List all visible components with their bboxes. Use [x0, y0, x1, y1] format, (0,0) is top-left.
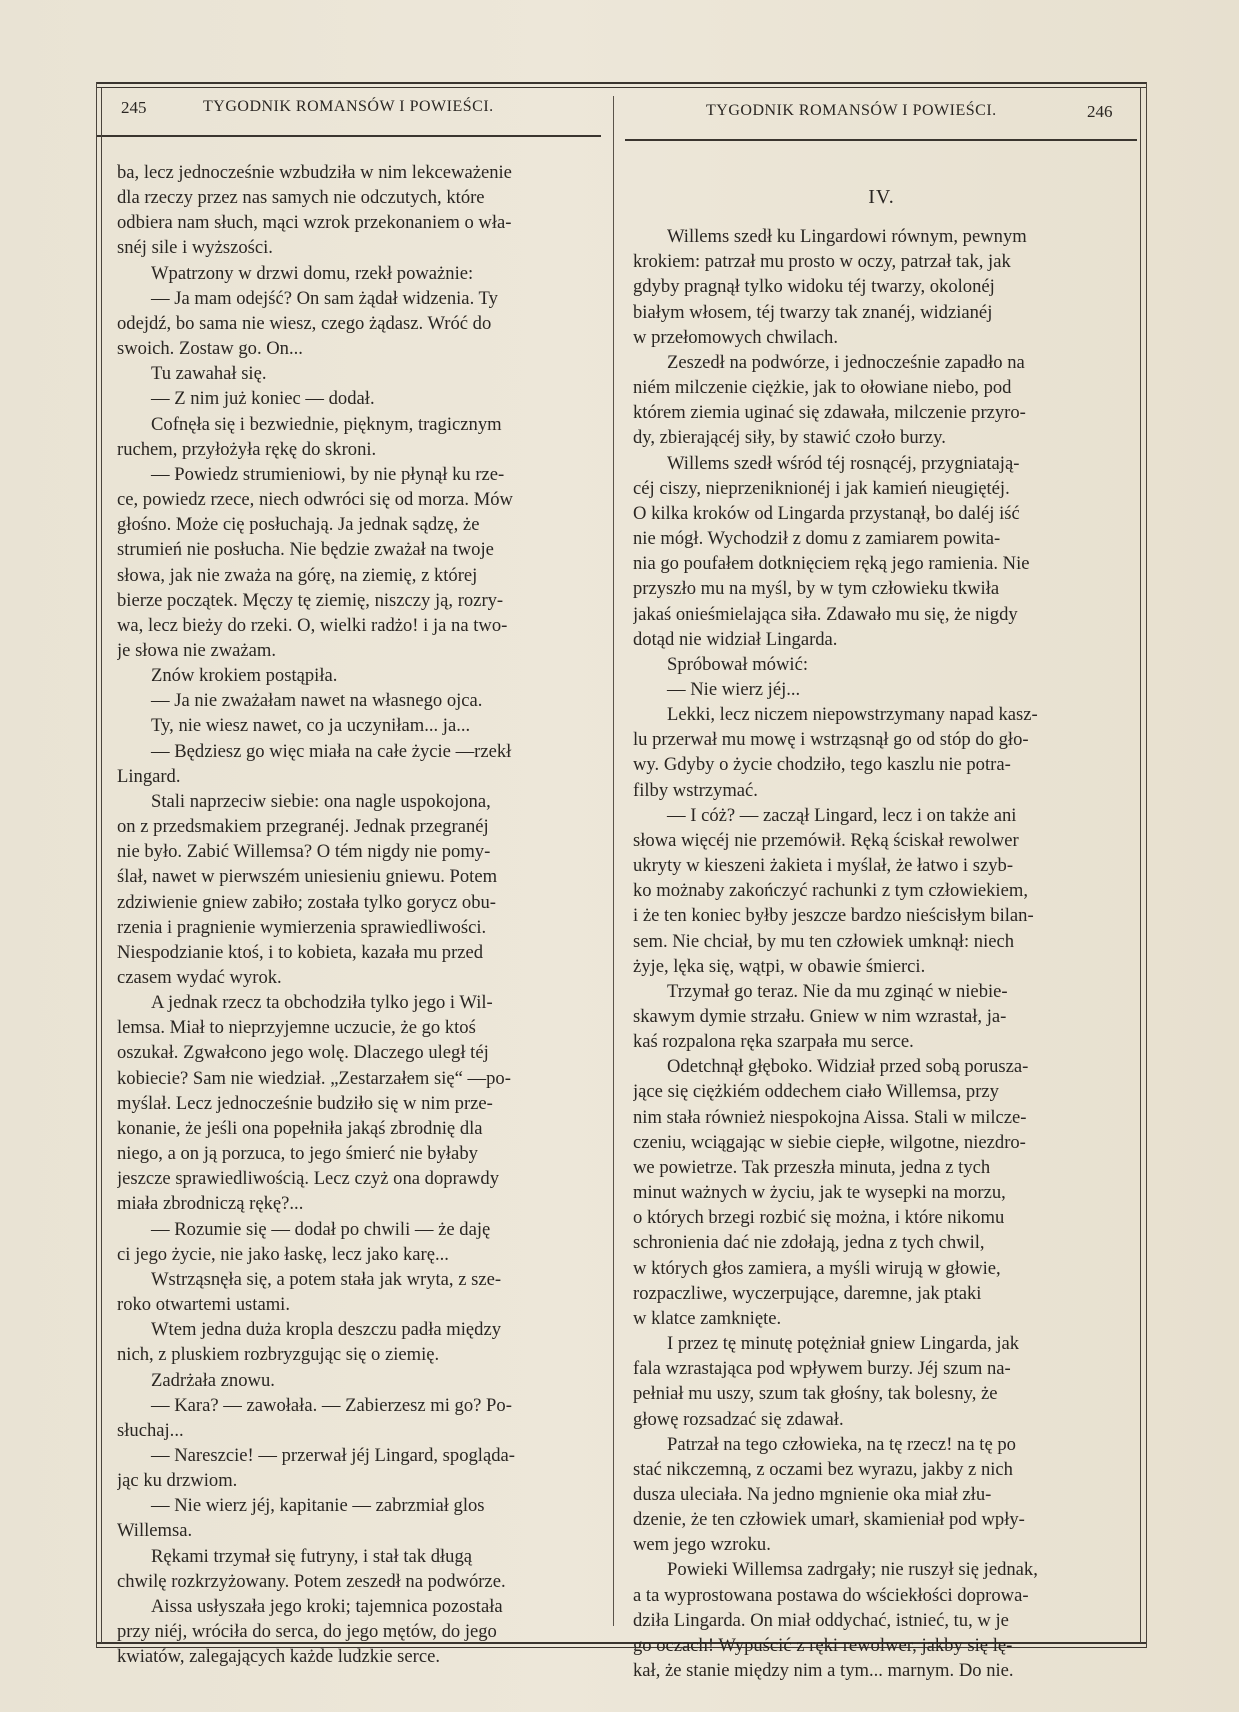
text-line: Ty, nie wiesz nawet, co ja uczyniłam... ja... [151, 715, 471, 737]
text-line: Patrzał na tego człowieka, na tę rzecz! na tę po [667, 1433, 1016, 1455]
text-line: Wstrząsnęła się, a potem stała jak wryta, z sze- [151, 1268, 502, 1290]
text-line: niém milczenie ciężkie, jak to ołowiane niebo, pod [633, 377, 1012, 399]
text-line: w których głos zamiera, a myśli wirują w głowie, [633, 1257, 1001, 1279]
text-line: którem ziemia uginać się zdawała, milczenie przyro- [633, 402, 1026, 424]
text-line: — Rozumie się — dodał po chwili — że daję [151, 1218, 491, 1240]
text-line: żyje, lęka się, wątpi, w obawie śmierci. [633, 955, 926, 977]
text-line: czeniu, wciągając w siebie ciepłe, wilgotne, niezdro- [633, 1131, 1026, 1153]
text-line: snéj sile i wyższości. [117, 237, 273, 259]
text-line: je słowa nie zważam. [117, 639, 277, 661]
text-line: fala wzrastająca pod wpływem burzy. Jéj szum na- [633, 1358, 1011, 1380]
text-line: dla rzeczy przez nas samych nie odczutych, które [117, 187, 485, 209]
left-running-title: TYGODNIK ROMANSÓW I POWIEŚCI. [203, 98, 494, 115]
text-line: kobiecie? Sam nie wiedział. „Zestarzałem się“ —po- [117, 1067, 511, 1089]
text-line: nie mógł. Wychodził z domu z zamiarem powita- [633, 528, 1001, 550]
text-line: w klatce zamknięte. [633, 1307, 782, 1329]
text-line: chwilę rozkrzyżowany. Potem zeszedł na podwórze. [117, 1570, 506, 1592]
text-line: Zeszedł na podwórze, i jednocześnie zapadło na [667, 351, 1025, 373]
text-line: lu przerwał mu mowę i wstrząsnął go od stóp do gło- [633, 729, 1029, 751]
text-line: o których brzegi rozbić się można, i które nikomu [633, 1207, 1005, 1229]
text-line: dziła Lingarda. On miał oddychać, istnieć, tu, w je [633, 1609, 1009, 1631]
text-line: stać nikczemną, z oczami bez wyrazu, jakby z nich [633, 1458, 1013, 1480]
text-line: dy, zbierającéj siły, by stawić czoło burzy. [633, 427, 946, 449]
text-line: on z przedsmakiem przegranéj. Jednak przegranéj [117, 816, 489, 838]
text-line: krokiem: patrzał mu prosto w oczy, patrzał tak, jak [633, 251, 1011, 273]
text-line: — Będziesz go więc miała na całe życie —rzekł [151, 740, 512, 762]
top-rule-outer [96, 82, 1146, 84]
text-line: odbiera nam słuch, mąci wzrok przekonaniem o wła- [117, 212, 512, 234]
text-line: Rękami trzymał się futryny, i stał tak długą [151, 1545, 473, 1567]
right-column [633, 185, 1130, 1683]
text-line: ce, powiedz rzece, niech odwróci się od morza. Mów [117, 489, 513, 511]
text-line: oszukał. Zgwałcono jego wolę. Dlaczego uległ téj [117, 1042, 489, 1064]
text-line: gdyby pragnął tylko widoku téj twarzy, okolonéj [633, 276, 995, 298]
text-line: filby wstrzymać. [633, 779, 758, 801]
text-line: dotąd nie widział Lingarda. [633, 628, 838, 650]
text-line: odejdź, bo sama nie wiesz, czego żądasz. Wróć do [117, 312, 492, 334]
text-line: czasem wydać wyrok. [117, 967, 282, 988]
text-line: ślał, nawet w pierwszém uniesieniu gniewu. Potem [117, 866, 498, 888]
text-line: — Z nim już koniec — dodał. [151, 388, 375, 410]
text-line: myślał. Lecz jednocześnie budziło się w nim prze- [117, 1092, 493, 1114]
frame-right-outer [1146, 82, 1147, 1648]
text-line: I przez tę minutę potężniał gniew Lingarda, jak [667, 1333, 1020, 1355]
text-line: Niespodzianie ktoś, i to kobieta, kazała mu przed [117, 941, 484, 963]
text-line: strumień nie posłucha. Nie będzie zważał na twoje [117, 539, 494, 561]
text-line: — Ja nie zważałam nawet na własnego ojca. [151, 690, 483, 712]
text-line: białym włosem, téj twarzy tak znanéj, widzianéj [633, 301, 993, 323]
text-line: jeszcze sprawiedliwością. Lecz czyż ona doprawdy [117, 1168, 500, 1190]
text-line: minut ważnych w życiu, jak te wysepki na morzu, [633, 1182, 1006, 1204]
text-line: dzenie, że ten człowiek umarł, skamieniał pod wpły- [633, 1509, 1025, 1531]
text-line: słowa więcéj nie przemówił. Ręką ściskał rewolwer [633, 829, 1019, 851]
text-line: Znów krokiem postąpiła. [151, 665, 338, 687]
text-line: bierze początek. Męczy tę ziemię, niszczy ją, rozry- [117, 589, 504, 611]
text-line: kał, że stanie między nim a tym... marnym. Do nie. [633, 1660, 1014, 1682]
text-line: jakaś onieśmielająca siła. Zdawało mu się, że nigdy [633, 603, 1018, 625]
text-line: nim stała również niespokojna Aissa. Stali w milcze- [633, 1106, 1027, 1128]
text-line: głowę rozsadzać się zdawał. [633, 1408, 844, 1430]
text-line: Odetchnął głęboko. Widział przed sobą porusza- [667, 1056, 1029, 1078]
text-line: kwiatów, zalegających każde ludzkie serce. [117, 1646, 440, 1668]
text-line: Tu zawahał się. [151, 363, 267, 385]
text-line: ci jego życie, nie jako łaskę, lecz jako karę... [117, 1243, 449, 1265]
text-line: konanie, że jeśli ona popełniła jakąś zbrodnię dla [117, 1117, 483, 1139]
text-line: ukryty w kieszeni żakieta i myślał, że łatwo i szyb- [633, 855, 1014, 877]
text-line: w przełomowych chwilach. [633, 326, 838, 348]
text-line: Spróbował mówić: [667, 653, 808, 675]
header-rule-left [96, 135, 601, 137]
text-line: schronienia dać nie zdołają, jedna z tych chwil, [633, 1232, 985, 1254]
text-line: ruchem, przyłożyła rękę do skroni. [117, 438, 377, 460]
text-line: swoich. Zostaw go. On... [117, 338, 303, 360]
column-divider [613, 96, 614, 1626]
text-line: skawym dymie strzału. Gniew w nim wzrastał, ja- [633, 1006, 1007, 1027]
left-page-number: 245 [121, 98, 147, 117]
text-line: a ta wyprostowana postawa do wściekłości doprowa- [633, 1584, 1029, 1606]
text-line: słuchaj... [117, 1419, 184, 1441]
text-line: ba, lecz jednocześnie wzbudziła w nim lekceważenie [117, 162, 512, 183]
text-line: wem jego wzroku. [633, 1534, 771, 1556]
text-line: słowa, jak nie zważa na górę, na ziemię, z której [117, 564, 478, 586]
text-line: przy niéj, wróciła do serca, do jego mętów, do jego [117, 1621, 497, 1643]
text-line: wy. Gdyby o życie chodziło, tego kaszlu nie potra- [633, 754, 1011, 776]
frame-left-inner [101, 88, 102, 1643]
text-line: Willems szedł wśród téj rosnącéj, przygniatają- [667, 452, 1020, 474]
text-line: pełniał mu uszy, szum tak głośny, tak bolesny, że [633, 1383, 998, 1405]
text-line: wa, lecz bieży do rzeki. O, wielki radżo! i ja na two- [117, 614, 508, 636]
text-line: A jednak rzecz ta obchodziła tylko jego i Wil- [151, 992, 493, 1014]
right-page-number: 246 [1087, 102, 1113, 121]
text-line: Cofnęła się i bezwiednie, pięknym, tragicznym [151, 413, 502, 435]
text-line: przyszło mu na myśl, by w tym człowieku tkwiła [633, 578, 1000, 600]
text-line: roko otwartemi ustami. [117, 1294, 290, 1316]
text-line: — Nie wierz jéj, kapitanie — zabrzmiał glos [151, 1495, 485, 1517]
text-line: dusza uleciała. Na jedno mgnienie oka miał złu- [633, 1483, 992, 1505]
right-running-title: TYGODNIK ROMANSÓW I POWIEŚCI. [706, 102, 997, 119]
frame-right-inner [1140, 88, 1141, 1643]
text-line: Zadrżała znowu. [151, 1369, 275, 1391]
text-line: nie było. Zabić Willemsa? O tém nigdy nie pomy- [117, 841, 491, 863]
text-line: nich, z pluskiem rozbryzgując się o ziemię. [117, 1344, 440, 1366]
chapter-heading: IV. [868, 186, 895, 208]
text-line: — Powiedz strumieniowi, by nie płynął ku rze- [151, 463, 505, 485]
top-rule-inner [96, 87, 1146, 88]
left-column [117, 160, 605, 1669]
text-line: we powietrze. Tak przeszła minuta, jedna z tych [633, 1156, 991, 1178]
text-line: nia go poufałem dotknięciem ręką jego ramienia. Nie [633, 553, 1030, 575]
text-line: kaś rozpalona ręka szarpała mu serce. [633, 1031, 914, 1053]
text-line: niego, a on ją porzuca, to jego śmierć nie byłaby [117, 1143, 478, 1165]
text-line: go oczach! Wypuścić z ręki rewolwer, jakby się lę- [633, 1634, 1013, 1656]
text-line: Trzymał go teraz. Nie da mu zginąć w niebie- [667, 980, 1008, 1002]
text-line: Wtem jedna duża kropla deszczu padła między [151, 1319, 502, 1341]
text-line: Stali naprzeciw siebie: ona nagle uspokojona, [151, 790, 491, 812]
text-line: — Nareszcie! — przerwał jéj Lingard, spogląda- [151, 1444, 515, 1466]
frame-left-outer [96, 82, 97, 1648]
text-line: rozpaczliwe, wyczerpujące, daremne, jak ptaki [633, 1282, 982, 1304]
text-line: Lekki, lecz niczem niepowstrzymany napad kasz- [667, 704, 1038, 726]
text-line: — Nie wierz jéj... [667, 678, 801, 700]
text-line: Lingard. [117, 765, 181, 787]
text-line: — I cóż? — zaczął Lingard, lecz i on także ani [667, 804, 1017, 826]
text-line: O kilka kroków od Lingarda przystanął, bo daléj iść [633, 502, 1020, 524]
text-line: miała zbrodniczą rękę?... [117, 1193, 304, 1215]
text-line: Willemsa. [117, 1520, 193, 1542]
text-line: — Kara? — zawołała. — Zabierzesz mi go? Po- [151, 1394, 512, 1416]
text-line: Powieki Willemsa zadrgały; nie ruszył się jednak, [667, 1559, 1038, 1581]
text-line: lemsa. Miał to nieprzyjemne uczucie, że go ktoś [117, 1017, 476, 1039]
text-line: i że ten koniec byłby jeszcze bardzo nieścisłym bilan- [633, 905, 1034, 927]
text-line: jąc ku drzwiom. [117, 1470, 238, 1492]
text-line: Aissa usłyszała jego kroki; tajemnica pozostała [151, 1595, 503, 1617]
text-line: céj ciszy, nieprzeniknionéj i jak kamień nieugiętéj. [633, 477, 1010, 499]
text-line: ko możnaby zakończyć rachunki z tym człowiekiem, [633, 880, 1028, 902]
text-line: jące się ciężkiém oddechem ciało Willemsa, przy [633, 1081, 999, 1103]
text-line: Wpatrzony w drzwi domu, rzekł poważnie: [151, 262, 474, 284]
text-line: — Ja mam odejść? On sam żądał widzenia. Ty [151, 287, 498, 309]
text-line: głośno. Może cię posłuchają. Ja jednak sądzę, że [117, 514, 480, 536]
text-line: rzenia i pragnienie wymierzenia sprawiedliwości. [117, 916, 487, 938]
text-line: sem. Nie chciał, by mu ten człowiek umknął: niech [633, 930, 1015, 952]
text-line: Willems szedł ku Lingardowi równym, pewnym [667, 226, 1027, 248]
header-rule-right [625, 139, 1137, 141]
text-line: zdziwienie gniew zabiło; została tylko gorycz obu- [117, 891, 496, 913]
